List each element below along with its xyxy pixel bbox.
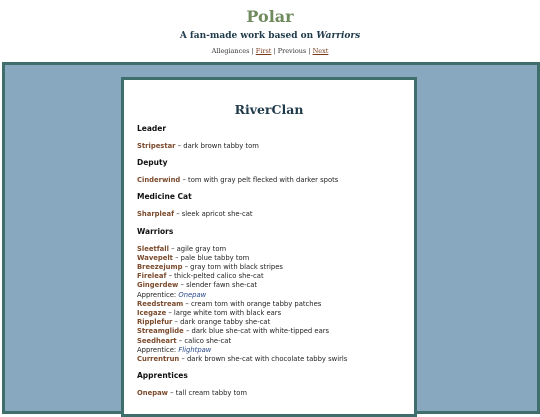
apprentice-note <box>137 346 401 355</box>
apprentices-list <box>137 389 401 398</box>
cat-description: – thick-pelted calico she-cat <box>166 272 264 281</box>
nav-allegiances: Allegiances <box>211 47 250 55</box>
cat-name: Streamglide <box>137 327 184 336</box>
nav-separator: | <box>306 47 313 55</box>
site-subtitle <box>0 31 540 41</box>
rank-heading-apprentices: Apprentices <box>137 371 188 381</box>
cat-name: Seedheart <box>137 336 177 345</box>
site-title: Polar <box>246 7 294 26</box>
cat-name: Onepaw <box>137 389 168 398</box>
cat-name: Icegaze <box>137 309 167 318</box>
cat-description: – agile gray tom <box>168 244 227 253</box>
allegiances-panel[interactable] <box>121 77 417 417</box>
cat-entry-warrior <box>137 318 401 327</box>
cat-description: – dark brown she-cat with chocolate tabby swirls <box>179 355 348 364</box>
cat-entry-warrior <box>137 263 401 272</box>
cat-name: Breezejump <box>137 263 183 272</box>
nav-separator: | <box>271 47 278 55</box>
subtitle-prefix: A fan-made work based on <box>179 31 317 41</box>
cat-entry-medicine-cat <box>137 210 401 219</box>
cat-description: – dark orange tabby she-cat <box>172 318 271 327</box>
cat-description: – gray tom with black stripes <box>182 263 283 272</box>
nav-previous: Previous <box>277 47 307 55</box>
cat-entry-warrior <box>137 355 401 364</box>
cat-description: – large white tom with black ears <box>166 309 282 318</box>
cat-entry-warrior <box>137 272 401 281</box>
cat-name: Fireleaf <box>137 272 167 281</box>
cat-description: – tall cream tabby tom <box>167 389 248 398</box>
cat-description: – pale blue tabby tom <box>172 253 250 262</box>
cat-name: Sharpleaf <box>137 210 175 219</box>
page-navigation <box>0 47 540 55</box>
apprentice-prefix: Apprentice: <box>137 290 179 299</box>
cat-name: Stripestar <box>137 142 176 150</box>
cat-description: – dark brown tabby tom <box>175 142 259 150</box>
nav-first-link[interactable]: First <box>255 47 272 55</box>
cat-entry-leader <box>137 142 401 151</box>
cat-entry-apprentice <box>137 389 401 398</box>
cat-entry-warrior <box>137 281 401 290</box>
cat-description: – cream tom with orange tabby patches <box>183 299 322 308</box>
cat-entry-warrior <box>137 309 401 318</box>
cat-name: Wavepelt <box>137 253 173 262</box>
nav-separator: | <box>249 47 256 55</box>
cat-name: Gingerdew <box>137 281 179 290</box>
rank-heading-leader: Leader <box>137 124 167 133</box>
warriors-list <box>137 245 401 365</box>
clan-name: RiverClan <box>234 102 304 117</box>
cat-entry-warrior <box>137 300 401 309</box>
cat-description: – tom with gray pelt flecked with darker spots <box>180 176 339 185</box>
rank-heading-deputy: Deputy <box>137 158 168 168</box>
cat-description: – slender fawn she-cat <box>178 281 258 290</box>
nav-next-link[interactable]: Next <box>312 47 329 55</box>
apprentice-prefix: Apprentice: <box>137 345 179 354</box>
cat-name: Reedstream <box>137 299 184 308</box>
apprentice-note <box>137 291 401 300</box>
cat-name: Sleetfall <box>137 244 169 253</box>
rank-heading-medicine-cat: Medicine Cat <box>137 192 192 202</box>
rank-heading-warriors: Warriors <box>137 226 174 236</box>
cat-description: – dark blue she-cat with white-tipped ears <box>183 327 330 336</box>
subtitle-work-title: Warriors <box>316 31 361 41</box>
cat-name: Currentrun <box>137 355 180 364</box>
cat-description: – calico she-cat <box>176 336 232 345</box>
apprentice-name: Flightpaw <box>178 345 212 354</box>
site-header <box>0 0 540 64</box>
cat-entry-warrior <box>137 254 401 263</box>
cat-entry-warrior <box>137 337 401 346</box>
cat-entry-deputy <box>137 176 401 185</box>
apprentice-name: Onepaw <box>178 290 207 299</box>
cat-name: Cinderwind <box>137 176 181 185</box>
cat-name: Ripplefur <box>137 318 173 327</box>
cat-entry-warrior <box>137 327 401 336</box>
cat-description: – sleek apricot she-cat <box>174 210 253 219</box>
cat-entry-warrior <box>137 245 401 254</box>
content-frame <box>2 62 540 414</box>
